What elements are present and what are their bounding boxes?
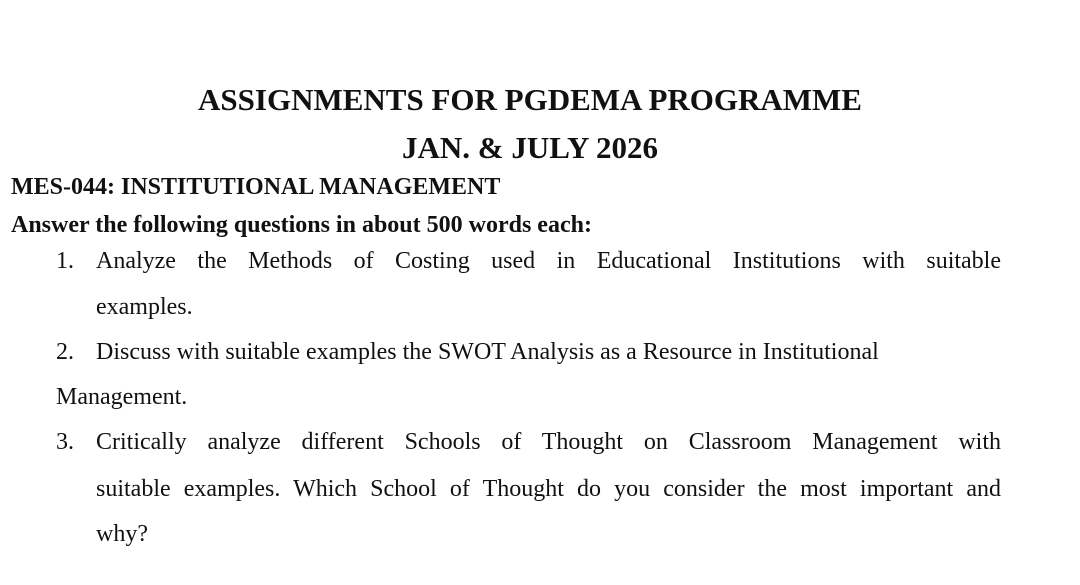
session-title: JAN. & JULY 2026 [401, 130, 659, 165]
question-number: 2. [56, 339, 74, 365]
question-line: Management. [56, 384, 188, 410]
question-line: why? [96, 521, 148, 547]
page-title: ASSIGNMENTS FOR PGDEMA PROGRAMME [198, 82, 862, 117]
question-line: examples. [96, 294, 193, 320]
question-line: Discuss with suitable examples the SWOT Analysis as a Resource in Institutional [96, 339, 879, 365]
question-line: suitable examples. Which School of Thought do you consider the most important and [96, 476, 1001, 502]
instruction-text: Answer the following questions in about 500 words each: [11, 212, 592, 238]
question-line: Critically analyze different Schools of Thought on Classroom Management with [96, 429, 1001, 455]
question-number: 3. [56, 429, 74, 455]
question-number: 1. [56, 248, 74, 274]
course-heading: MES-044: INSTITUTIONAL MANAGEMENT [11, 174, 501, 200]
question-line: Analyze the Methods of Costing used in Educational Institutions with suitable [96, 248, 1001, 274]
